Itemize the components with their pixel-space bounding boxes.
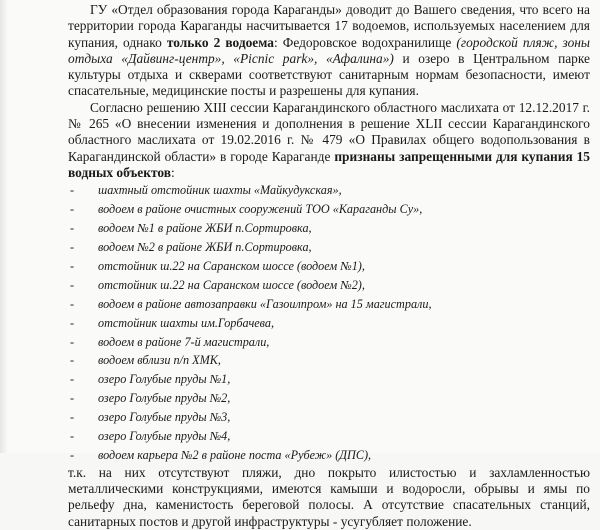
intro-line-5: в Центральном парке культуры отдыха и скверами соответствуют санитарным xyxy=(68,50,590,83)
prohibited-water-bodies-list xyxy=(68,181,590,465)
page-edge-shadow xyxy=(0,0,8,453)
list-item-text: водоем в районе автозаправки «Газоилпром» на 15 магистрали, xyxy=(98,296,432,311)
reasons-line-3: рельефу дна, каменистость береговой полосы. А отсутствие спасательных станций, xyxy=(68,497,590,513)
intro-line-4-tail: и озеро xyxy=(393,50,450,66)
decision-line-1: Согласно решению XIII сессии Карагандинского областного маслихата от xyxy=(90,99,515,115)
list-item xyxy=(70,219,590,238)
list-dash: - xyxy=(70,372,75,387)
list-dash: - xyxy=(70,258,75,273)
list-item xyxy=(70,295,590,314)
list-item-text: водоем в районе 7-й магистрали, xyxy=(98,334,270,349)
list-item xyxy=(70,181,590,200)
list-dash: - xyxy=(70,334,75,349)
list-dash: - xyxy=(70,202,75,217)
decision-line-2: 12.12.2017 г. № 265 «О внесении изменения и дополнения в решение XLII сессии xyxy=(68,99,590,132)
list-item xyxy=(70,200,590,219)
paragraph-reasons xyxy=(68,465,590,530)
intro-bold-count: только 2 водоема xyxy=(166,34,274,50)
list-dash: - xyxy=(70,447,75,462)
decision-bold-prohibited: запрещенными для купания 15 водных объектов xyxy=(68,148,590,180)
decision-colon: : xyxy=(170,164,175,180)
list-item xyxy=(70,370,590,389)
list-item xyxy=(70,276,590,295)
list-dash: - xyxy=(70,296,75,311)
paragraph-intro xyxy=(68,2,590,100)
list-item-text: озеро Голубые пруды №3, xyxy=(98,410,231,425)
list-dash: - xyxy=(70,429,75,444)
list-item xyxy=(70,238,590,257)
list-item xyxy=(70,446,590,465)
list-dash: - xyxy=(70,353,75,368)
list-item xyxy=(70,351,590,370)
intro-line-1: ГУ «Отдел образования города Караганды» доводит до Вашего сведения, что xyxy=(90,2,539,17)
intro-line-3c: : Федоровское водохранилище xyxy=(273,34,452,50)
paragraph-decision xyxy=(68,100,590,181)
list-item-text: озеро Голубые пруды №2, xyxy=(98,391,231,406)
list-item-text: водоем карьера №2 в районе поста «Рубеж» (ДПС), xyxy=(98,447,372,462)
list-dash: - xyxy=(70,183,75,198)
list-item-text: озеро Голубые пруды №4, xyxy=(98,429,231,444)
decision-line-3: Карагандинского областного маслихата от 19.02.2016 г. № 479 «О Правилах общего xyxy=(68,116,590,148)
list-item-text: отстойник ш.22 на Саранском шоссе (водоем №1), xyxy=(98,258,365,273)
list-item xyxy=(70,314,590,333)
list-dash: - xyxy=(70,315,75,330)
list-item xyxy=(70,257,590,276)
list-item-text: отстойник ш.22 на Саранском шоссе (водоем №2), xyxy=(98,277,365,292)
intro-line-6: нормам безопасности, имеют спасательные, медицинские посты и разрешены для xyxy=(68,67,590,99)
list-dash: - xyxy=(70,410,75,425)
intro-line-4-italic: (городской пляж, зоны отдыха «Дайвинг-центр», «Picnic park», «Афалина») xyxy=(68,34,590,66)
decision-bold-recognized: признаны xyxy=(334,148,396,164)
decision-line-4a: водопользования в Карагандинской области» в городе Караганде xyxy=(68,132,590,164)
list-item-text: водоем №2 в районе ЖБИ п.Сортировка, xyxy=(98,239,312,254)
list-item-text: водоем вблизи п/п ХМК, xyxy=(98,353,221,368)
reasons-line-1: т.к. на них отсутствуют пляжи, дно покрыто илистостью и захламленностью xyxy=(68,464,590,480)
reasons-line-4: санитарных постов и другой инфраструктуры - усугубляет положение. xyxy=(68,513,472,529)
list-item-text: озеро Голубые пруды №1, xyxy=(98,372,231,387)
list-item xyxy=(70,333,590,352)
list-item-text: водоем в районе очистных сооружений ТОО «Караганды Су», xyxy=(98,202,423,217)
list-dash: - xyxy=(70,239,75,254)
list-item-text: шахтный отстойник шахты «Майкудукская», xyxy=(98,183,342,198)
intro-line-2: всего на территории города Караганды насчитывается 17 водоемов, используемых xyxy=(68,2,590,34)
list-item xyxy=(70,389,590,408)
list-dash: - xyxy=(70,277,75,292)
list-dash: - xyxy=(70,391,75,406)
intro-line-7: купания. xyxy=(368,83,419,99)
list-item xyxy=(70,408,590,427)
list-item-text: отстойник шахты им.Горбачева, xyxy=(98,315,275,330)
reasons-line-2: металлическими конструкциями, имеются камыши и водоросли, обрывы и ямы по xyxy=(68,481,590,497)
list-dash: - xyxy=(70,221,75,236)
list-item-text: водоем №1 в районе ЖБИ п.Сортировка, xyxy=(98,221,312,236)
list-item xyxy=(70,427,590,446)
document-body xyxy=(68,2,590,530)
intro-line-3a: населением для купания, однако xyxy=(68,18,590,50)
